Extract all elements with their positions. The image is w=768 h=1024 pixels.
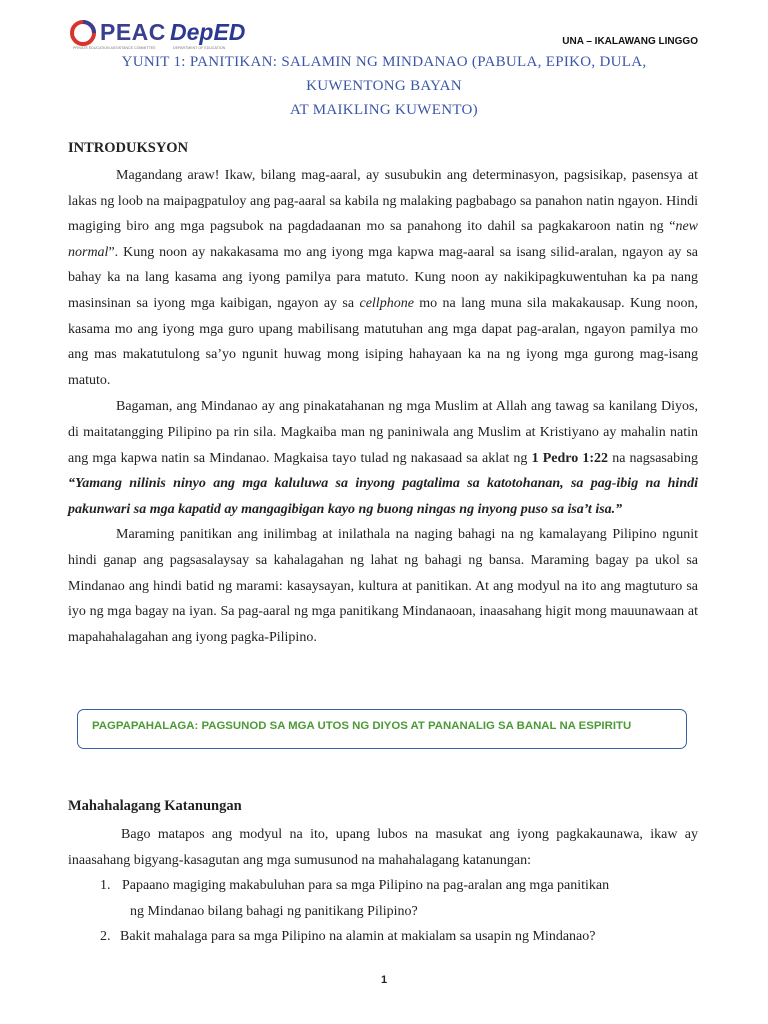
intro-paragraph-2: Bagaman, ang Mindanao ay ang pinakatahanan ng mga Muslim at Allah ang tawag sa kanilang Diyos, di maitatangging Pilipino pa rin sila. Magkaiba man ng paniniwala ang Muslim at Kristiyano ay mahalin natin ang mga kapwa natin sa Mindanao. Magkaisa tayo tulad ng nakasaad sa aklat ng 1 Pedro 1:22 na nagsasabing “Yamang nilinis ninyo ang mga kaluluwa sa inyong pagtalima sa katotohanan, sa pag-ibig na hindi pakunwari sa mga kapatid ay mangagibigan kayo ng buong ningas ng inyong puso sa isa’t isa.” xyxy=(68,399,698,517)
page-number: 1 xyxy=(380,974,388,986)
questions-list xyxy=(68,873,698,950)
list-item-continuation: ng Mindanao bilang bahagi ng panitikang Pilipino? xyxy=(130,903,418,919)
deped-logo-text: DepED xyxy=(170,19,246,45)
unit-title-line2: KUWENTONG BAYAN xyxy=(306,78,462,94)
unit-title-line3: AT MAIKLING KUWENTO) xyxy=(290,102,478,118)
list-item: 2. Bakit mahalaga para sa mga Pilipino na alamin at makialam sa usapin ng Mindanao? xyxy=(100,929,596,945)
value-box xyxy=(77,709,687,749)
questions-intro: Bago matapos ang modyul na ito, upang lubos na masukat ang iyong pagkakaunawa, ikaw ay inaasahang bigyang-kasagutan ang mga sumusunod na mahahalagang katanungan: xyxy=(68,827,698,868)
peac-logo-icon xyxy=(70,20,96,46)
unit-title-line1: YUNIT 1: PANITIKAN: SALAMIN NG MINDANAO (PABULA, EPIKO, DULA, xyxy=(121,54,647,70)
intro-heading: INTRODUKSYON xyxy=(68,140,189,156)
peac-logo-subtitle: PRIVATE EDUCATION ASSISTANCE COMMITTEE xyxy=(73,46,156,50)
intro-body xyxy=(68,163,698,650)
week-label: UNA – IKALAWANG LINGGO xyxy=(562,36,698,47)
deped-logo-subtitle: DEPARTMENT OF EDUCATION xyxy=(173,46,226,50)
intro-paragraph-1: Magandang araw! Ikaw, bilang mag-aaral, ay susubukin ang determinasyon, pagsisikap, pasensya at lakas ng loob na maipagpatuloy ang pag-aaral sa kabila ng malaking pagbabago sa panahon natin ngayon. Hindi magiging biro ang mga pagsubok na pagdadaanan mo sa panahong ito dahil sa pagkakaroon natin ng “new normal”. Kung noon ay nakakasama mo ang iyong mga kapwa mag-aaral sa isang silid-aralan, ngayon ay sa bahay ka na lang kasama ang iyong pamilya para matuto. Kung noon ay nakikipagkuwentuhan ka pa nang masinsinan sa iyong mga kaibigan, ngayon ay sa cellphone mo na lang muna sila makakausap. Kung noon, kasama mo ang iyong mga guro upang mabilisang matutuhan ang mga dapat pag-aralan, ngayon pamilya mo ang mas makatutulong sa’yo ngunit huwag mong isiping hahayaan ka na ng iyong mga gurong mag-isang matuto. xyxy=(68,168,698,388)
peac-logo-text: PEAC xyxy=(100,19,166,45)
header-logos xyxy=(70,18,270,50)
value-text: PAGPAPAHALAGA: PAGSUNOD SA MGA UTOS NG DIYOS AT PANANALIG SA BANAL NA ESPIRITU xyxy=(92,720,632,732)
questions-heading: Mahahalagang Katanungan xyxy=(68,798,242,814)
list-item: 1. Papaano magiging makabuluhan para sa mga Pilipino na pag-aralan ang mga panitikan xyxy=(100,878,610,893)
intro-paragraph-3: Maraming panitikan ang inilimbag at inilathala na naging bahagi na ng kamalayang Pilipino ngunit hindi ganap ang pagsasalaysay sa kahalagahan ng lahat ng bahagi ng bansa. Maraming bagay pa ukol sa Mindanao ang hindi batid ng marami: kasaysayan, kultura at panitikan. At ang modyul na ito ang magtuturo sa iyo ng mga bagay na iyan. Sa pag-aaral ng mga panitikang Mindanaoan, inaasahang higit mong mauunawaan at mapahahalagahan ang iyong pagka-Pilipino. xyxy=(68,527,698,645)
